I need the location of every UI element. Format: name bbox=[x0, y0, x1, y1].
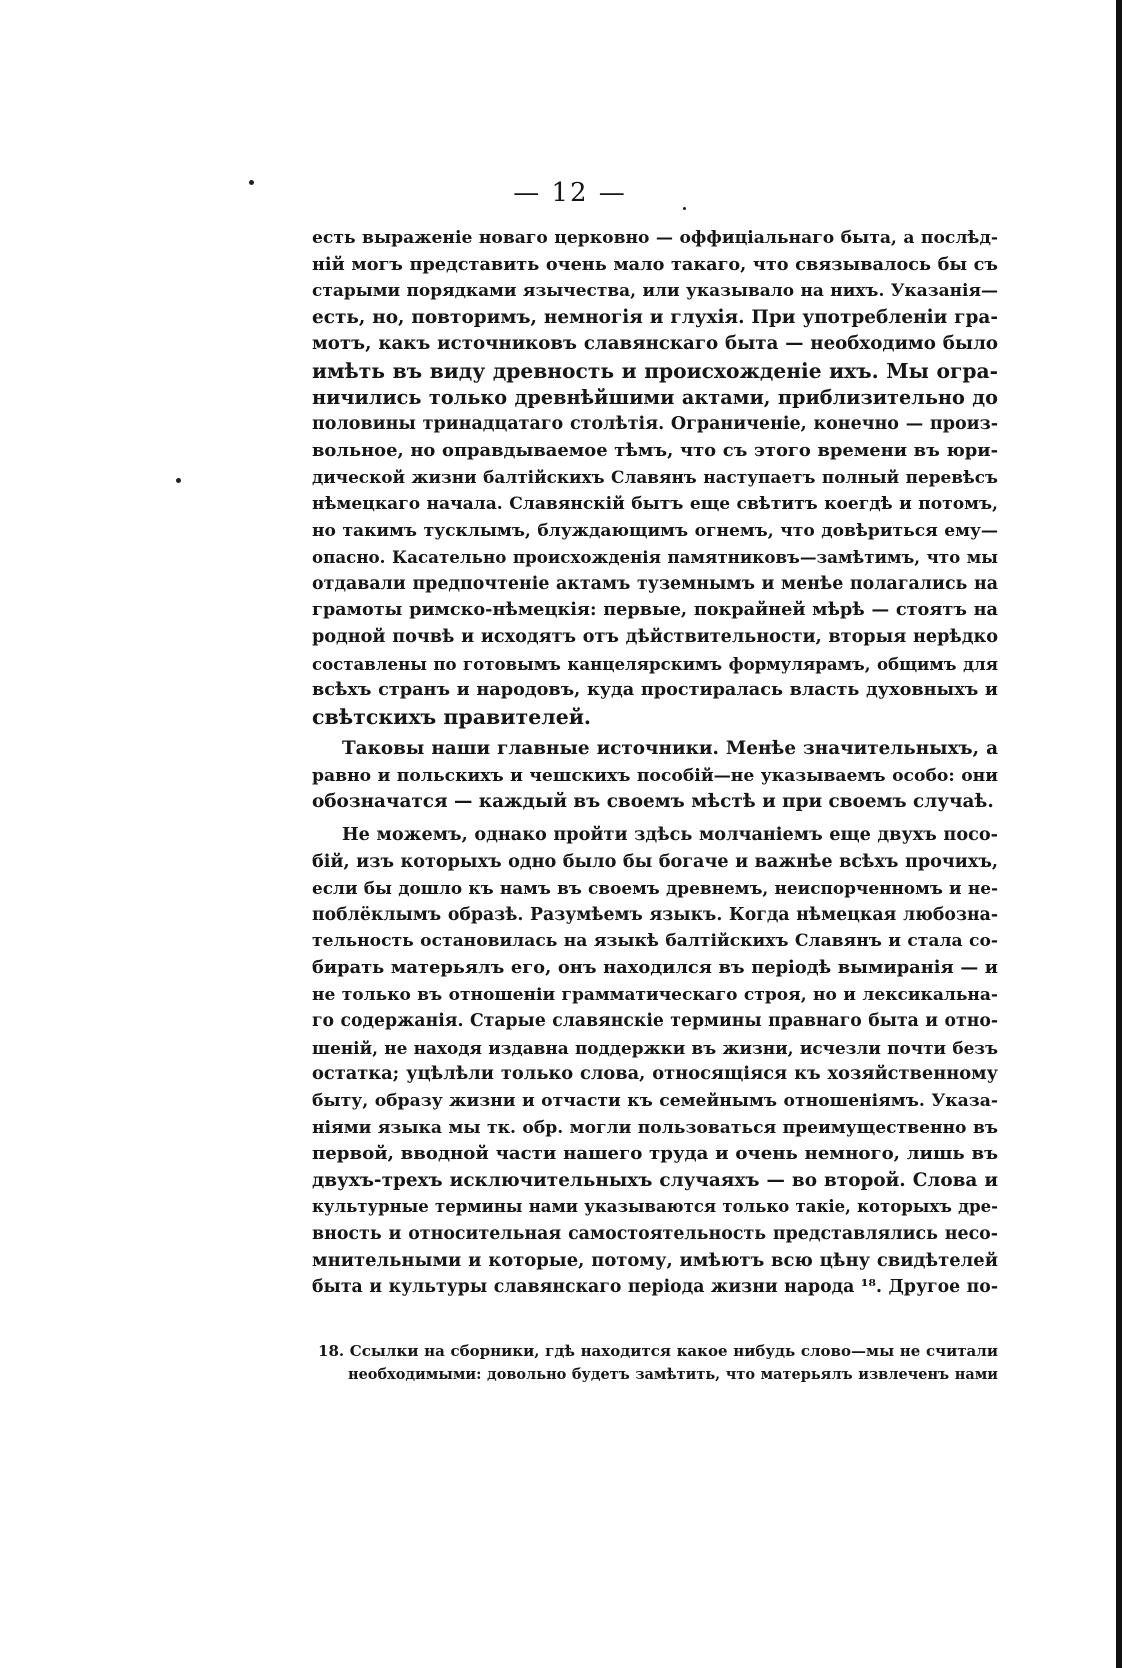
footnote bbox=[318, 1340, 998, 1386]
text-line: свѣтскихъ правителей. bbox=[312, 704, 592, 729]
text-line: дической жизни балтійскихъ Славянъ наступаетъ полный перевѣсъ bbox=[312, 467, 998, 488]
text-line: не только въ отношеніи грамматическаго строя, но и лексикальна- bbox=[312, 984, 998, 1005]
text-line: го содержанія. Старые славянскіе термины правнаго быта и отно- bbox=[312, 1011, 998, 1032]
text-line: остатка; уцѣлѣли только слова, относящіяся къ хозяйственному bbox=[312, 1063, 998, 1085]
text-line: есть, но, повторимъ, немногія и глухія. При употребленіи гра- bbox=[312, 306, 998, 328]
text-line: Таковы наши главные источники. Менѣе значительныхъ, а bbox=[342, 738, 998, 760]
text-line: двухъ-трехъ исключительныхъ случаяхъ — во второй. Слова и bbox=[312, 1169, 998, 1191]
text-line: половины тринадцатаго столѣтія. Ограниченіе, конечно — произ- bbox=[312, 414, 998, 435]
text-line: тельность остановилась на языкѣ балтійскихъ Славянъ и стала со- bbox=[312, 931, 998, 952]
text-line: обозначатся — каждый въ своемъ мѣстѣ и при своемъ случаѣ. bbox=[312, 791, 994, 813]
scan-speck bbox=[176, 478, 181, 483]
text-line: составлены по готовымъ канцелярскимъ формулярамъ, общимъ для bbox=[312, 653, 998, 674]
text-line: равно и польскихъ и чешскихъ пособій—не указываемъ особо: они bbox=[312, 765, 998, 786]
text-line: мнительными и которые, потому, имѣютъ всю цѣну свидѣтелей bbox=[312, 1249, 998, 1271]
text-line: шеній, не находя издавна поддержки въ жизни, исчезли почти безъ bbox=[312, 1037, 998, 1058]
text-line: ничились только древнѣйшими актами, приблизительно до bbox=[312, 385, 998, 409]
text-line: быту, образу жизни и отчасти къ семейнымъ отношеніямъ. Указа- bbox=[312, 1091, 998, 1111]
text-line: мотъ, какъ источниковъ славянскаго быта — необходимо было bbox=[312, 333, 998, 355]
text-line: поблёклымъ образѣ. Разумѣемъ языкъ. Когда нѣмецкая любознa- bbox=[312, 904, 998, 925]
text-line: нѣмецкаго начала. Славянскій бытъ еще свѣтитъ коегдѣ и потомъ, bbox=[312, 493, 998, 514]
text-line: бій, изъ которыхъ одно было бы богаче и важнѣе всѣхъ прочихъ, bbox=[312, 850, 998, 872]
text-line: отдавали предпочтеніе актамъ туземнымъ и менѣе полагались на bbox=[312, 573, 998, 594]
text-line: вольное, но оправдываемое тѣмъ, что съ этого времени въ юри- bbox=[312, 439, 998, 461]
footnote-line: 18. Ссылки на сборники, гдѣ находится какое нибудь слово—мы не считали bbox=[318, 1342, 998, 1360]
body-text bbox=[312, 225, 998, 1301]
text-line: если бы дошло къ намъ въ своемъ древнемъ, неиспорченномъ и не- bbox=[312, 878, 998, 899]
text-line: ній могъ представить очень мало такаго, что связывалось бы съ bbox=[312, 253, 998, 275]
text-line: бирать матерьялъ его, онъ находился въ періодѣ вымиранія — и bbox=[312, 957, 998, 979]
paragraph bbox=[312, 822, 998, 1301]
text-line: грамоты римско-нѣмецкія: первые, покрайней мѣрѣ — стоятъ на bbox=[312, 599, 998, 621]
page-number: — 12 — bbox=[513, 178, 627, 208]
text-line: родной почвѣ и исходятъ отъ дѣйствительности, вторыя нерѣдко bbox=[312, 625, 998, 647]
text-line: но такимъ тусклымъ, блуждающимъ огнемъ, что довѣриться ему— bbox=[312, 520, 998, 541]
text-line: старыми порядками язычества, или указывало на нихъ. Указанія— bbox=[312, 281, 998, 302]
text-line: опасно. Касательно происхожденія памятниковъ—замѣтимъ, что мы bbox=[312, 547, 998, 568]
text-line: культурные термины нами указываются только такіе, которыхъ дре- bbox=[312, 1197, 998, 1217]
text-line: Не можемъ, однако пройти здѣсь молчаніемъ еще двухъ посо- bbox=[342, 824, 998, 846]
footnote-line: необходимыми: довольно будетъ замѣтить, что матерьялъ извлеченъ нами bbox=[348, 1366, 998, 1383]
paragraph bbox=[312, 225, 998, 730]
text-line: есть выраженіе новаго церковно — оффиціальнаго быта, а послѣд- bbox=[312, 228, 998, 248]
page-edge-rule bbox=[1116, 0, 1122, 1668]
text-line: вность и относительная самостоятельность представлялись несо- bbox=[312, 1223, 998, 1244]
text-line: всѣхъ странъ и народовъ, куда простиралась власть духовныхъ и bbox=[312, 679, 998, 701]
text-line: имѣть въ виду древность и происхожденіе ихъ. Мы огра- bbox=[312, 358, 998, 383]
paragraph bbox=[312, 736, 998, 816]
text-line: первой, вводной части нашего труда и очень немного, лишь въ bbox=[312, 1143, 998, 1165]
text-line: ніями языка мы тк. обр. могли пользоваться преимущественно въ bbox=[312, 1117, 998, 1138]
text-line: быта и культуры славянскаго періода жизни народа ¹⁸. Другое по- bbox=[312, 1277, 998, 1298]
